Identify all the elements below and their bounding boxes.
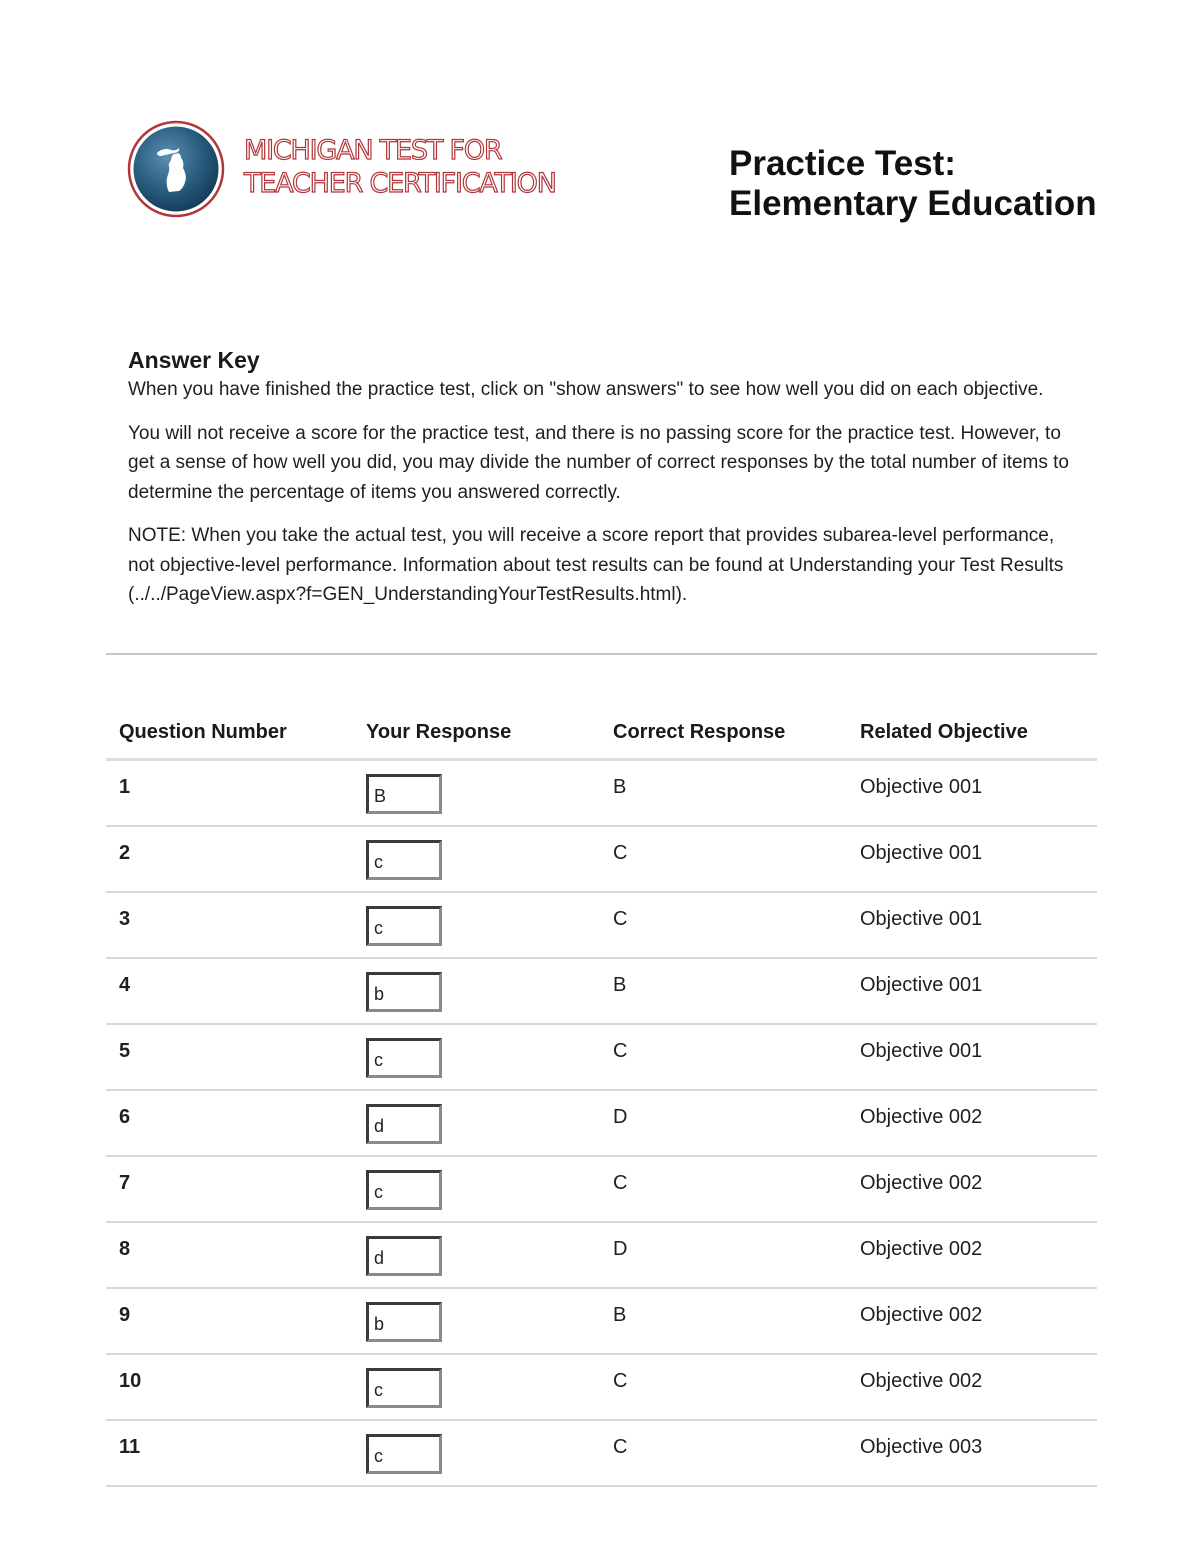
- response-input[interactable]: b: [366, 1302, 442, 1342]
- related-objective: Objective 001: [860, 974, 983, 996]
- your-response-cell: [353, 760, 600, 827]
- related-objective: Objective 002: [860, 1370, 983, 1392]
- question-number: 7: [119, 1172, 131, 1194]
- related-objective-cell: [847, 826, 1097, 892]
- response-input[interactable]: B: [366, 774, 442, 814]
- question-number: 9: [119, 1304, 131, 1326]
- answer-key-table: [106, 706, 1097, 1487]
- response-input[interactable]: c: [366, 1170, 442, 1210]
- table-row: [106, 1156, 1097, 1222]
- response-input[interactable]: d: [366, 1104, 442, 1144]
- related-objective-cell: [847, 1156, 1097, 1222]
- response-input[interactable]: c: [366, 1434, 442, 1474]
- table-row: [106, 826, 1097, 892]
- question-number-cell: [106, 1024, 353, 1090]
- question-number: 3: [119, 908, 131, 930]
- mttc-logo: [127, 120, 567, 220]
- your-response-cell: [353, 1024, 600, 1090]
- page-title: Practice Test: Elementary Education: [729, 144, 1097, 223]
- response-input[interactable]: b: [366, 972, 442, 1012]
- related-objective-cell: [847, 958, 1097, 1024]
- question-number-cell: [106, 760, 353, 827]
- michigan-seal-icon: [127, 120, 225, 218]
- related-objective-cell: [847, 1090, 1097, 1156]
- related-objective: Objective 002: [860, 1172, 983, 1194]
- table-row: [106, 958, 1097, 1024]
- related-objective: Objective 002: [860, 1238, 983, 1260]
- correct-response-cell: [600, 892, 847, 958]
- related-objective-cell: [847, 1354, 1097, 1420]
- correct-response: B: [613, 1304, 627, 1326]
- related-objective: Objective 001: [860, 1040, 983, 1062]
- related-objective-cell: [847, 1420, 1097, 1486]
- correct-response: D: [613, 1106, 628, 1128]
- correct-response: C: [613, 908, 628, 930]
- correct-response-cell: [600, 1090, 847, 1156]
- column-header-related-objective: Related Objective: [847, 706, 1097, 760]
- correct-response-cell: [600, 1420, 847, 1486]
- table-row: [106, 1288, 1097, 1354]
- correct-response-cell: [600, 1222, 847, 1288]
- related-objective-cell: [847, 1024, 1097, 1090]
- correct-response: C: [613, 1436, 628, 1458]
- question-number: 11: [119, 1436, 141, 1458]
- question-number-cell: [106, 826, 353, 892]
- table-row: [106, 1354, 1097, 1420]
- answer-rows: [106, 760, 1097, 1487]
- related-objective: Objective 001: [860, 908, 983, 930]
- table-row: [106, 1090, 1097, 1156]
- correct-response-cell: [600, 1288, 847, 1354]
- question-number-cell: [106, 1288, 353, 1354]
- intro-paragraph-1: When you have finished the practice test, click on "show answers" to see how well you did on each objective.: [128, 379, 1044, 400]
- response-input[interactable]: c: [366, 1038, 442, 1078]
- your-response-cell: [353, 1354, 600, 1420]
- response-input[interactable]: d: [366, 1236, 442, 1276]
- related-objective-cell: [847, 760, 1097, 827]
- intro-paragraph-2: You will not receive a score for the practice test, and there is no passing score for the practice test. However, to get a sense of how well you did, you may divide the number of correct responses by the total number of items to determine the percentage of items you answered correctly.: [128, 422, 1069, 503]
- table-header-row: [106, 706, 1097, 760]
- question-number-cell: [106, 892, 353, 958]
- table-row: [106, 1222, 1097, 1288]
- table-row: [106, 892, 1097, 958]
- question-number-cell: [106, 1156, 353, 1222]
- correct-response-cell: [600, 1156, 847, 1222]
- logo-line-1: MICHIGAN TEST FOR: [244, 135, 502, 166]
- related-objective: Objective 001: [860, 776, 983, 798]
- column-header-correct-response: Correct Response: [600, 706, 847, 760]
- question-number-cell: [106, 1090, 353, 1156]
- your-response-cell: [353, 1288, 600, 1354]
- your-response-cell: [353, 892, 600, 958]
- intro-paragraph-3: NOTE: When you take the actual test, you will receive a score report that provides subarea-level performance, not objective-level performance. Information about test results can be found at Understanding your Test Results (../../PageView.aspx?f=GEN_UnderstandingYourTestResults.html).: [128, 525, 1064, 605]
- question-number-cell: [106, 1222, 353, 1288]
- correct-response: B: [613, 974, 627, 996]
- your-response-cell: [353, 1420, 600, 1486]
- correct-response-cell: [600, 760, 847, 827]
- your-response-cell: [353, 1156, 600, 1222]
- response-input[interactable]: c: [366, 1368, 442, 1408]
- related-objective: Objective 003: [860, 1436, 983, 1458]
- related-objective: Objective 002: [860, 1304, 983, 1326]
- correct-response: C: [613, 1370, 628, 1392]
- correct-response: B: [613, 776, 627, 798]
- table-row: [106, 760, 1097, 827]
- question-number-cell: [106, 1354, 353, 1420]
- correct-response-cell: [600, 1024, 847, 1090]
- your-response-cell: [353, 1090, 600, 1156]
- answer-key-intro: [128, 345, 1078, 624]
- related-objective-cell: [847, 892, 1097, 958]
- correct-response: C: [613, 842, 628, 864]
- your-response-cell: [353, 826, 600, 892]
- column-header-question-number: Question Number: [106, 706, 353, 760]
- column-header-your-response: Your Response: [353, 706, 600, 760]
- related-objective: Objective 002: [860, 1106, 983, 1128]
- table-row: [106, 1024, 1097, 1090]
- response-input[interactable]: c: [366, 906, 442, 946]
- related-objective-cell: [847, 1288, 1097, 1354]
- table-row: [106, 1420, 1097, 1486]
- question-number-cell: [106, 1420, 353, 1486]
- your-response-cell: [353, 1222, 600, 1288]
- page-header: [0, 0, 1200, 300]
- question-number: 6: [119, 1106, 131, 1128]
- logo-line-2: TEACHER CERTIFICATION: [244, 168, 556, 199]
- section-heading: Answer Key: [128, 347, 260, 373]
- correct-response-cell: [600, 826, 847, 892]
- response-input[interactable]: c: [366, 840, 442, 880]
- related-objective: Objective 001: [860, 842, 983, 864]
- question-number-cell: [106, 958, 353, 1024]
- question-number: 4: [119, 974, 131, 996]
- section-divider: [106, 653, 1097, 655]
- correct-response-cell: [600, 1354, 847, 1420]
- question-number: 1: [119, 776, 131, 798]
- question-number: 2: [119, 842, 131, 864]
- correct-response: C: [613, 1172, 628, 1194]
- your-response-cell: [353, 958, 600, 1024]
- related-objective-cell: [847, 1222, 1097, 1288]
- question-number: 10: [119, 1370, 142, 1392]
- correct-response: D: [613, 1238, 628, 1260]
- question-number: 5: [119, 1040, 131, 1062]
- question-number: 8: [119, 1238, 131, 1260]
- correct-response: C: [613, 1040, 628, 1062]
- correct-response-cell: [600, 958, 847, 1024]
